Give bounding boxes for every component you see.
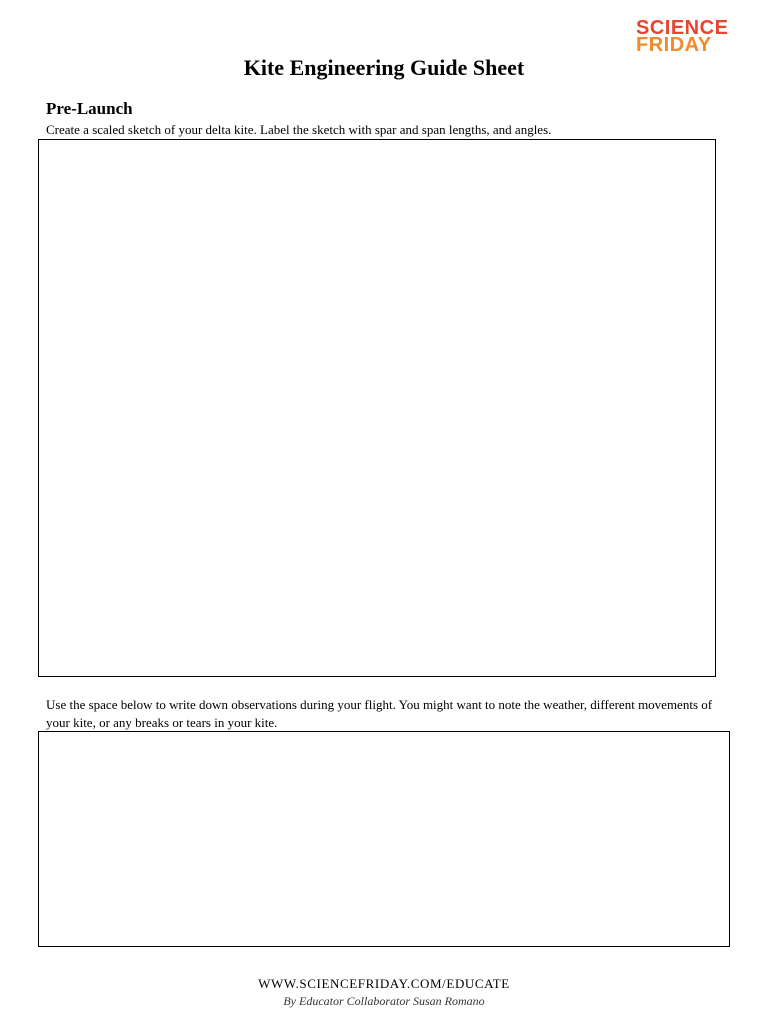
observations-instruction: Use the space below to write down observations during your flight. You might want to note the weather, different movements of your kite, or any breaks or tears in your kite. [46, 697, 713, 730]
sketch-area[interactable] [38, 139, 716, 677]
footer-url: WWW.SCIENCEFRIDAY.COM/EDUCATE [258, 976, 510, 991]
page-title: Kite Engineering Guide Sheet [243, 55, 525, 80]
science-friday-logo [636, 17, 729, 58]
logo-line-science: SCIENCE [636, 17, 729, 39]
footer-credit: By Educator Collaborator Susan Romano [283, 994, 485, 1008]
sketch-instruction: Create a scaled sketch of your delta kite. Label the sketch with spar and span lengths, and angles. [46, 122, 552, 137]
observations-area[interactable] [38, 731, 730, 947]
logo-line-friday: FRIDAY [636, 34, 712, 56]
section-heading-pre-launch: Pre-Launch [46, 99, 133, 118]
